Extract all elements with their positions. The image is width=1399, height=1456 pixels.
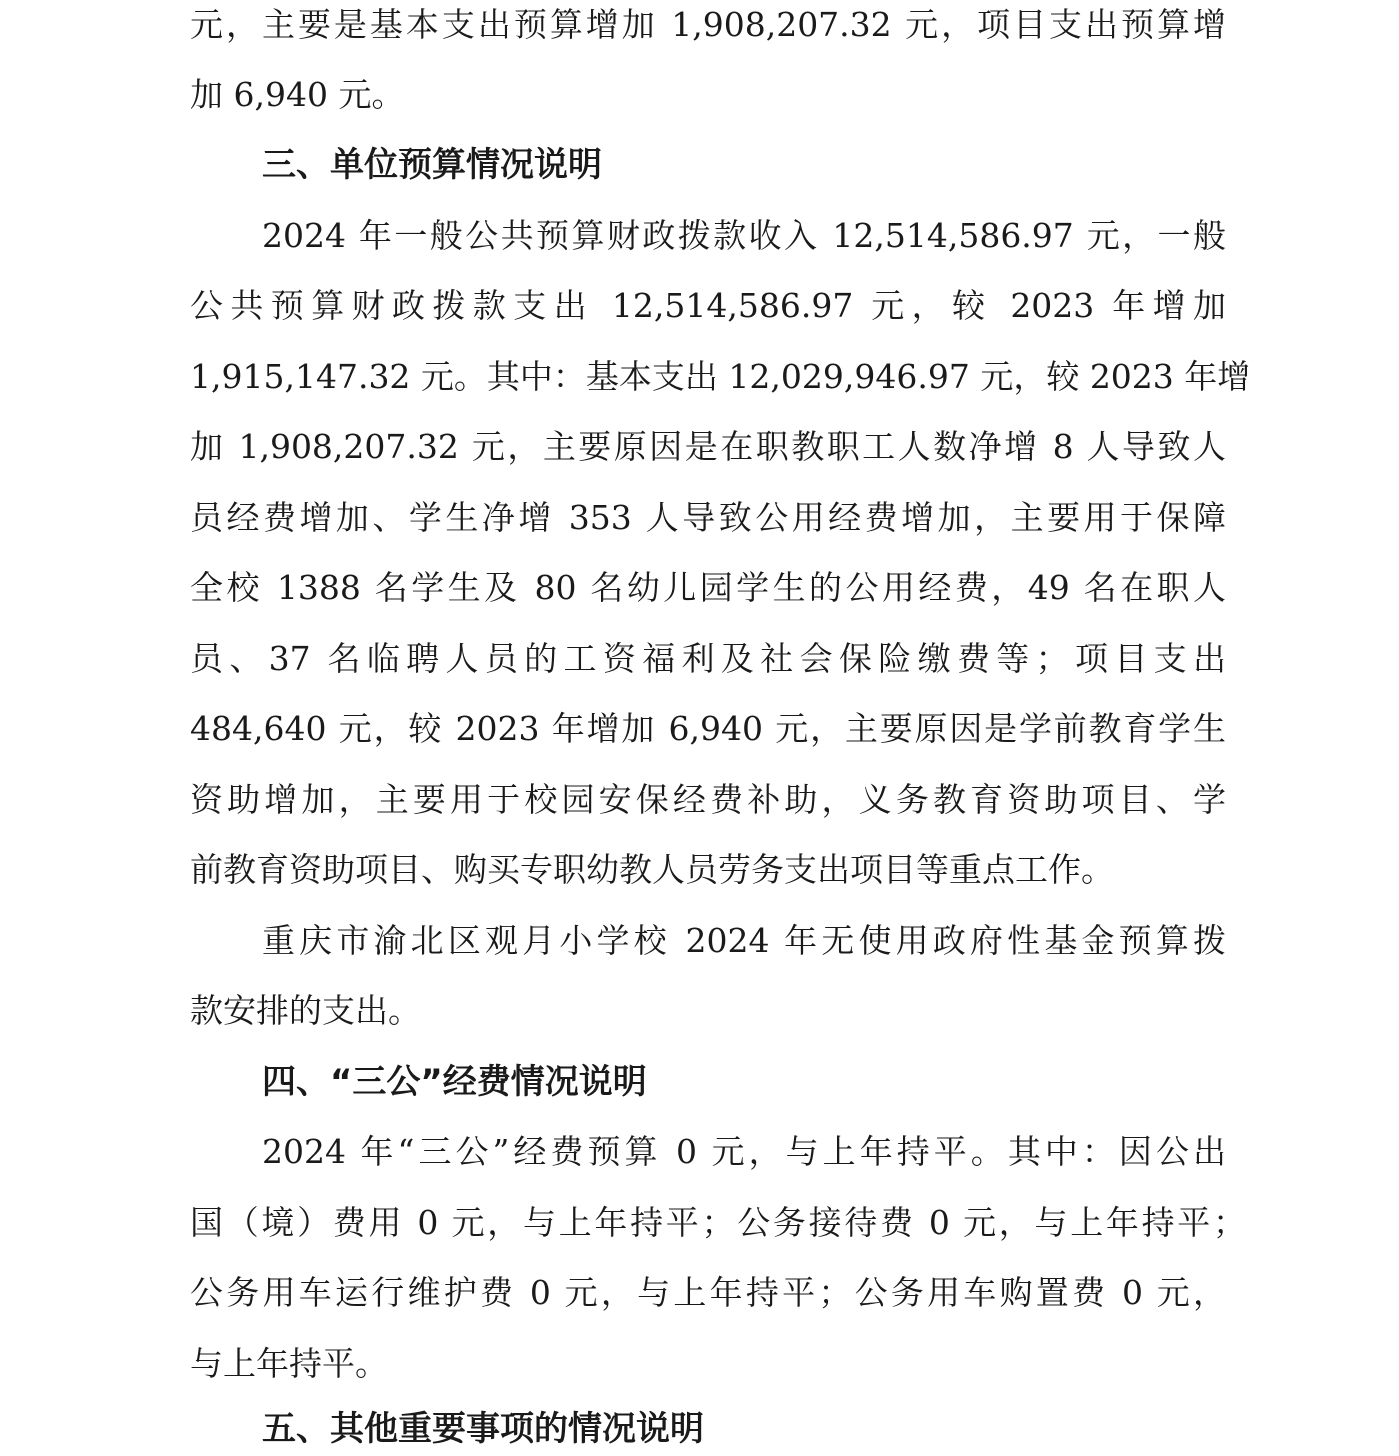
section-heading-3: 三、单位预算情况说明 (262, 145, 602, 185)
paragraph-line: 款安排的支出。 (190, 991, 421, 1030)
paragraph-line: 元，主要是基本支出预算增加 1,908,207.32 元，项目支出预算增 (190, 5, 1226, 44)
paragraph-line: 2024 年“三公”经费预算 0 元，与上年持平。其中：因公出 (262, 1132, 1226, 1171)
paragraph-line: 国（境）费用 0 元，与上年持平；公务接待费 0 元，与上年持平； (190, 1203, 1246, 1242)
paragraph-line: 加 1,908,207.32 元，主要原因是在职教职工人数净增 8 人导致人 (190, 427, 1226, 466)
paragraph-line: 1,915,147.32 元。其中：基本支出 12,029,946.97 元，较 2023 年增 (190, 357, 1251, 396)
paragraph-line: 全校 1388 名学生及 80 名幼儿园学生的公用经费，49 名在职人 (190, 568, 1226, 607)
paragraph-line: 员、37 名临聘人员的工资福利及社会保险缴费等；项目支出 (190, 639, 1226, 678)
paragraph-line: 前教育资助项目、购买专职幼教人员劳务支出项目等重点工作。 (190, 850, 1114, 889)
paragraph-line: 2024 年一般公共预算财政拨款收入 12,514,586.97 元，一般 (262, 216, 1226, 255)
paragraph-line: 员经费增加、学生净增 353 人导致公用经费增加，主要用于保障 (190, 498, 1226, 537)
section-heading-4: 四、“三公”经费情况说明 (262, 1062, 647, 1102)
paragraph-line: 公务用车运行维护费 0 元，与上年持平；公务用车购置费 0 元， (190, 1273, 1226, 1312)
paragraph-line: 重庆市渝北区观月小学校 2024 年无使用政府性基金预算拨 (262, 921, 1226, 960)
paragraph-line: 与上年持平。 (190, 1344, 388, 1383)
paragraph-line: 加 6,940 元。 (190, 75, 405, 114)
paragraph-line: 资助增加，主要用于校园安保经费补助，义务教育资助项目、学 (190, 780, 1226, 819)
section-heading-5: 五、其他重要事项的情况说明 (262, 1409, 704, 1449)
paragraph-line: 公共预算财政拨款支出 12,514,586.97 元，较 2023 年增加 (190, 286, 1226, 325)
paragraph-line: 484,640 元，较 2023 年增加 6,940 元，主要原因是学前教育学生 (190, 709, 1226, 748)
